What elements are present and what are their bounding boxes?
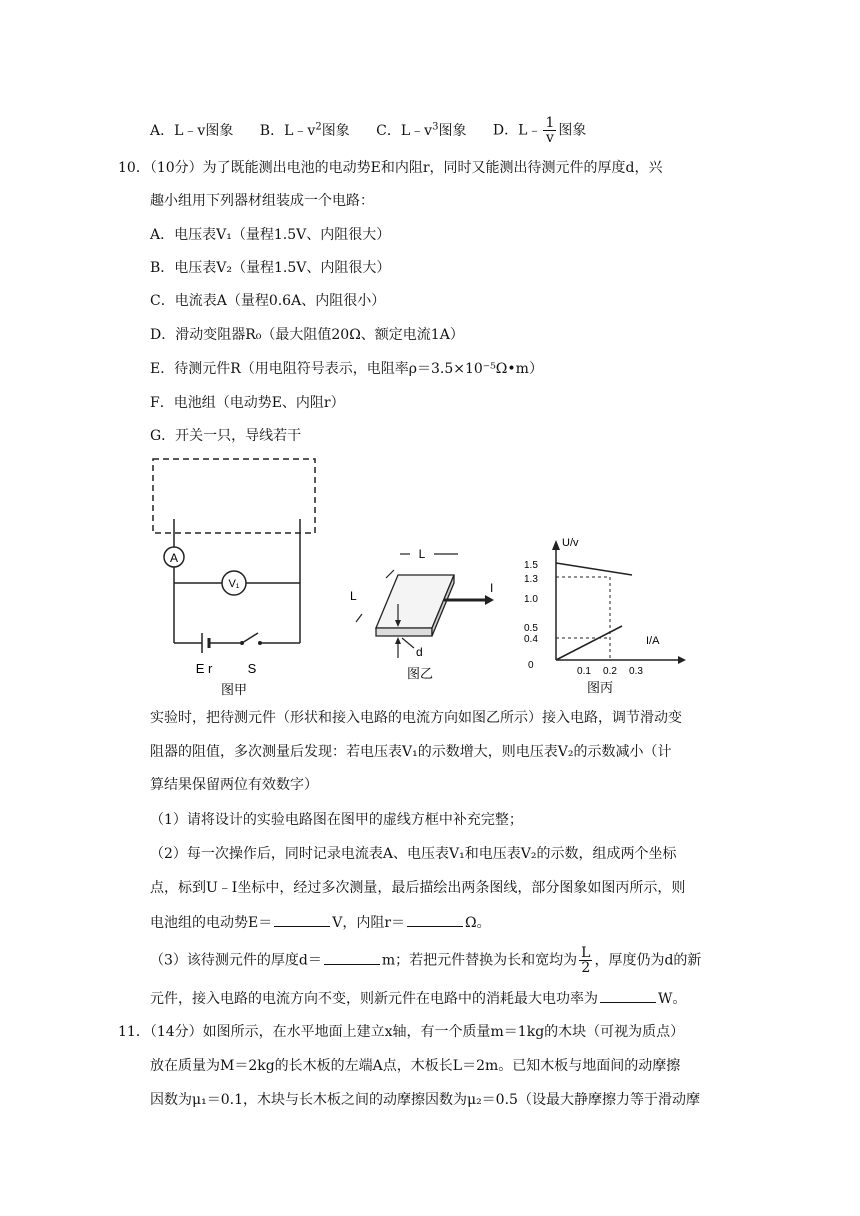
q10-item-a: A．电压表V₁（量程1.5V、内阻很大） [150, 227, 391, 243]
q10-sub2-line1: （2）每一次操作后，同时记录电流表A、电压表V₁和电压表V₂的示数，组成两个坐标 [150, 846, 677, 862]
length-label-left: L [350, 589, 357, 603]
q9-options-row [150, 116, 608, 145]
x-tick-0: 0 [528, 660, 534, 671]
figure-a-caption: 图甲 [220, 682, 248, 697]
q9-option-a: A．L﹣v图象 [150, 122, 234, 139]
thickness-label: d [416, 645, 423, 659]
answer-blank-emf[interactable] [274, 912, 330, 927]
q10-para-line2: 阻器的阻值，多次测量后发现：若电压表V₁的示数增大，则电压表V₂的示数减小（计 [150, 744, 672, 760]
q10-item-d: D．滑动变阻器R₀（最大阻值20Ω、额定电流1A） [150, 327, 464, 343]
q10-item-f: F．电池组（电动势E、内阻r） [150, 395, 345, 411]
x-axis-label: I/A [646, 635, 660, 647]
figure-a-circuit [148, 455, 328, 700]
q9-option-b: B．$L﹣v^2$图象 [259, 120, 350, 139]
figure-c-graph [520, 530, 690, 695]
question-number: 11． [118, 1024, 150, 1040]
length-label-top: L [418, 547, 426, 561]
y-tick-1.0: 1.0 [524, 594, 538, 605]
q10-sub3-line1: （3）该待测元件的厚度d＝ m；若把元件替换为长和宽均为 $\frac{L}{2}$ ，厚度仍为d的新 [150, 945, 702, 976]
figure-b-slab [340, 540, 500, 685]
q10-para-line1: 实验时，把待测元件（形状和接入电路的电流方向如图乙所示）接入电路，调节滑动变 [150, 710, 682, 726]
q10-item-c: C．电流表A（量程0.6A、内阻很小） [150, 293, 386, 309]
q11-line2: 放在质量为M＝2kg的长木板的左端A点，木板长L＝2m。已知木板与地面间的动摩擦 [150, 1058, 681, 1074]
answer-blank-resistance[interactable] [407, 912, 463, 927]
y-axis-label: U/v [562, 537, 579, 549]
q11-line1: 11．（14分）如图所示，在水平地面上建立x轴，有一个质量m＝1kg的木块（可视为质点） [118, 1024, 685, 1040]
battery-label: E r [195, 661, 213, 676]
q10-item-e: E．待测元件R（用电阻符号表示，电阻率ρ＝3.5×10⁻⁵Ω•m） [150, 361, 543, 377]
switch-label: S [247, 661, 257, 676]
x-tick-0.3: 0.3 [629, 666, 643, 677]
figure-c-caption: 图丙 [586, 680, 614, 695]
answer-blank-power[interactable] [600, 988, 656, 1003]
q10-sub2-line3: 电池组的电动势E＝ V，内阻r＝ Ω。 [150, 912, 491, 933]
q9-option-d: D．L﹣ $\frac{1}{v}$ 图象 [492, 115, 587, 146]
answer-blank-thickness[interactable] [324, 950, 380, 965]
current-label: I [490, 581, 494, 595]
y-tick-0.4: 0.4 [524, 634, 538, 645]
q10-intro-line2: 趣小组用下列器材组装成一个电路： [150, 193, 374, 209]
fraction-l-over-2: $\frac{L}{2}$ [581, 945, 591, 976]
x-tick-0.2: 0.2 [603, 666, 617, 677]
ammeter-label: A [169, 551, 179, 565]
y-tick-1.3: 1.3 [524, 574, 538, 585]
line-v1 [556, 563, 632, 575]
q11-line3: 因数为μ₁＝0.1，木块与长木板之间的动摩擦因数为μ₂＝0.5（设最大静摩擦力等于滑动摩 [150, 1092, 700, 1108]
line-v2 [556, 626, 622, 660]
q10-sub2-line2: 点，标到U﹣I坐标中，经过多次测量，最后描绘出两条图线，部分图象如图丙所示，则 [150, 880, 686, 896]
q10-para-line3: 算结果保留两位有效数字） [150, 777, 318, 793]
dashed-box [153, 459, 315, 533]
y-tick-0.5: 0.5 [524, 623, 538, 634]
q10-item-b: B．电压表V₂（量程1.5V、内阻很大） [150, 260, 391, 276]
question-number: 10． [118, 160, 150, 176]
q10-sub1: （1）请将设计的实验电路图在图甲的虚线方框中补充完整； [150, 812, 523, 828]
figure-b-caption: 图乙 [406, 666, 434, 681]
fraction: $\frac{1}{v}$ [545, 115, 555, 146]
q10-intro-line1: 10．（10分）为了既能测出电池的电动势E和内阻r，同时又能测出待测元件的厚度d，兴 [118, 160, 663, 176]
q10-item-g: G．开关一只，导线若干 [150, 428, 302, 444]
q9-option-c: C．$L﹣v^3$图象 [376, 120, 467, 139]
y-tick-1.5: 1.5 [524, 560, 538, 571]
voltmeter-label: V₁ [228, 578, 240, 590]
q10-sub3-line2: 元件，接入电路的电流方向不变，则新元件在电路中的消耗最大电功率为 W。 [150, 988, 686, 1009]
switch-icon [242, 633, 258, 643]
x-tick-0.1: 0.1 [577, 666, 591, 677]
